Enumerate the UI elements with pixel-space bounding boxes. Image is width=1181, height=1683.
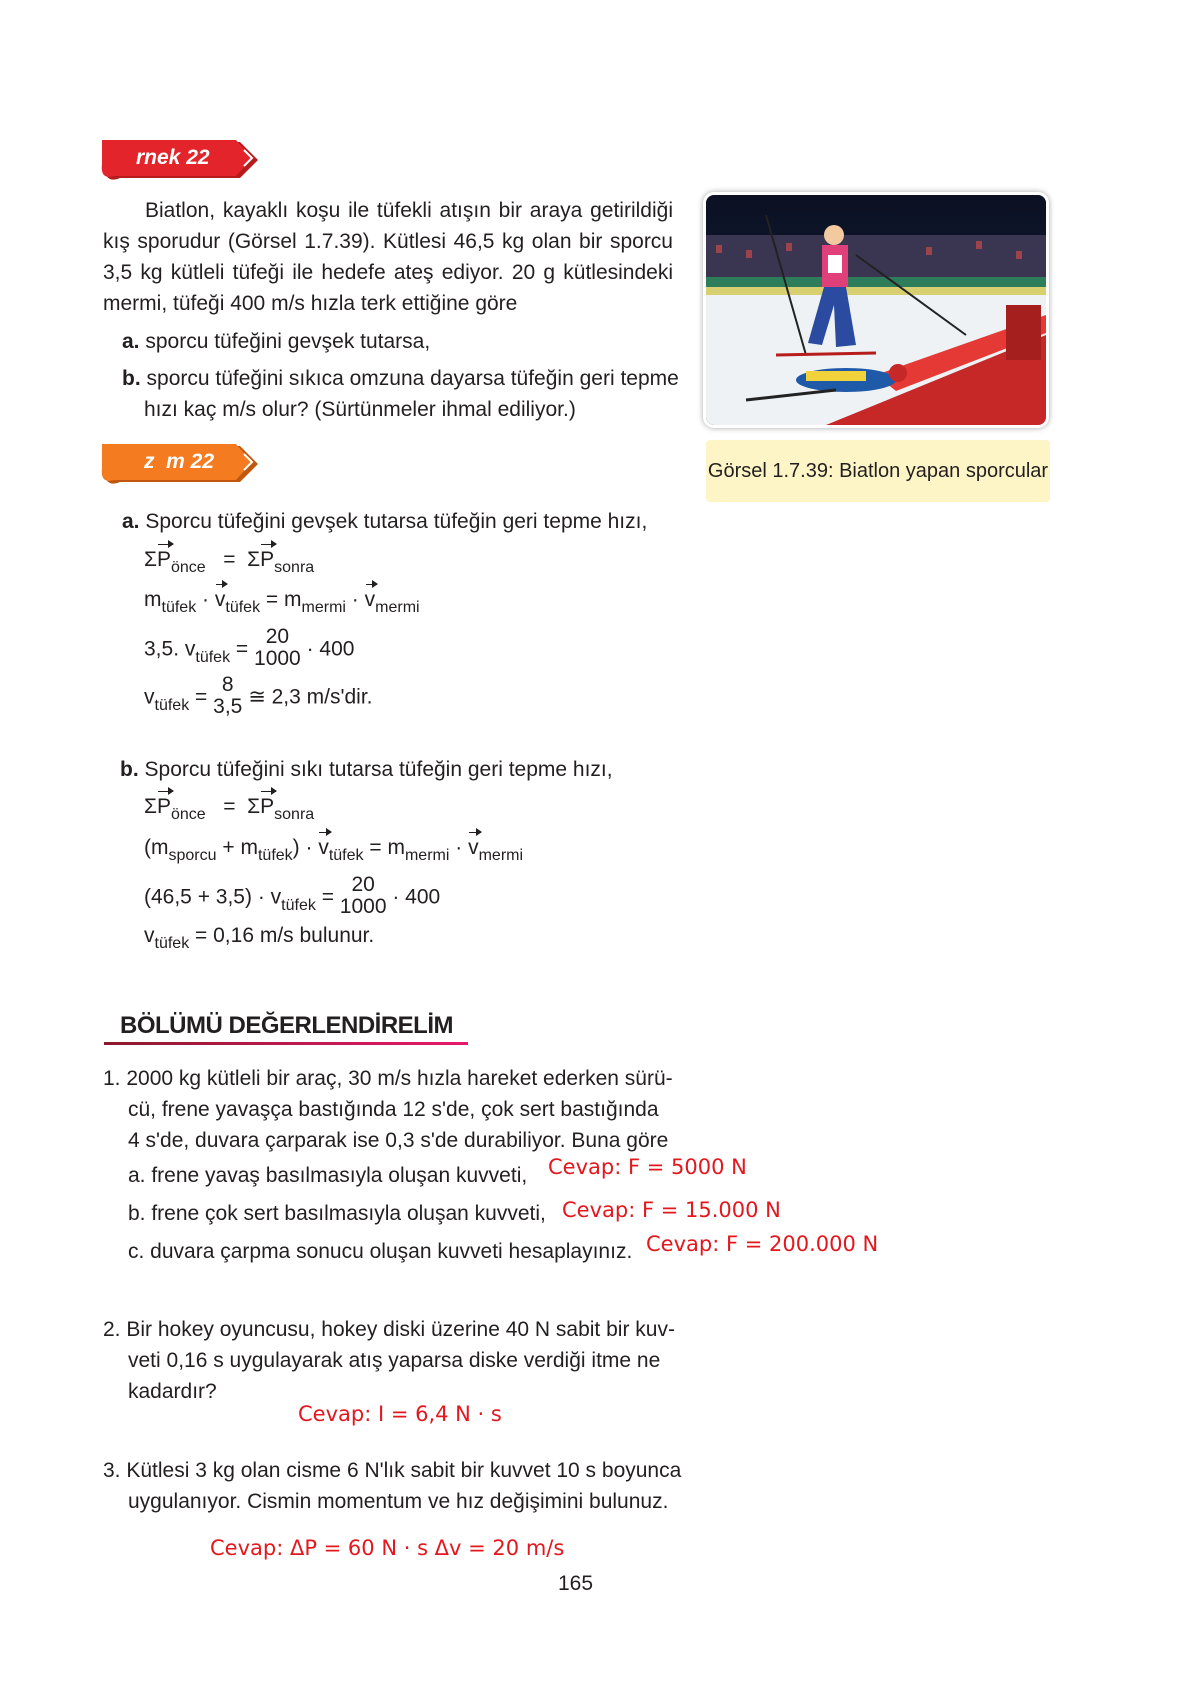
- answer-1a: Cevap: F = 5000 N: [548, 1155, 747, 1179]
- figure-caption: Görsel 1.7.39: Biatlon yapan sporcular: [706, 440, 1050, 502]
- formula-a-3: 3,5. $v_{tüfek}$ = 20 1000 · 400: [144, 625, 355, 670]
- question-2: 2. Bir hokey oyuncusu, hokey diski üzerine 40 N sabit bir kuv- veti 0,16 s uygulayarak atış yaparsa diske verdiği itme ne kadardır?: [103, 1318, 675, 1403]
- formula-b-1: $\Sigma P_{önce}$ = $\Sigma P_{sonra}$: [144, 795, 315, 823]
- question-1a: a. frene yavaş basılmasıyla oluşan kuvveti,: [128, 1164, 528, 1187]
- example-item-a: a. sporcu tüfeğini gevşek tutarsa,: [122, 330, 431, 353]
- answer-2: Cevap: I = 6,4 N · s: [298, 1402, 502, 1426]
- formula-b-2: $(m_{sporcu} + m_{tüfek}) \cdot v_{tüfek} = m_{mermi} \cdot v_{mermi}$: [144, 836, 524, 864]
- question-3: 3. Kütlesi 3 kg olan cisme 6 N'lık sabit bir kuvvet 10 s boyunca uygulanıyor. Cismin momentum ve hız değişimini bulunuz.: [103, 1459, 682, 1513]
- page-number: 165: [558, 1572, 594, 1595]
- section-title: BÖLÜMÜ DEĞERLENDİRELİM: [120, 1012, 453, 1039]
- section-underline: [104, 1042, 468, 1045]
- example-label: rnek 22: [136, 146, 210, 169]
- biathlon-photo: [706, 195, 1046, 425]
- answer-3: Cevap: ΔP = 60 N · s Δv = 20 m/s: [210, 1536, 565, 1560]
- solution-label: z m 22: [144, 450, 215, 473]
- solution-item-a: a. Sporcu tüfeğini gevşek tutarsa tüfeğin geri tepme hızı,: [122, 510, 648, 533]
- formula-b-3: $(46,5 + 3,5) \cdot v_{tüfek}$ = 20 1000 · 400: [144, 873, 441, 918]
- formula-a-1: $\Sigma P_{önce}$ = $\Sigma P_{sonra}$: [144, 548, 315, 576]
- answer-1c: Cevap: F = 200.000 N: [646, 1232, 879, 1256]
- solution-ribbon: [100, 442, 262, 490]
- question-1c: c. duvara çarpma sonucu oluşan kuvveti hesaplayınız.: [128, 1240, 633, 1263]
- example-text: Biatlon, kayaklı koşu ile tüfekli atışın bir araya getirildiği kış sporudur (Görsel 1.7.39). Kütlesi 46,5 kg olan bir sporcu 3,5 kg kütleli tüfeği ile hedefe ateş ediyor. 20 g kütlesindeki mermi, tüfeği 400 m/s hızla terk ettiğine göre: [103, 199, 673, 315]
- formula-a-2: $m_{tüfek} \cdot v_{tüfek} = m_{mermi} \cdot v_{mermi}$: [144, 588, 420, 616]
- solution-item-b: b. Sporcu tüfeğini sıkı tutarsa tüfeğin geri tepme hızı,: [120, 758, 613, 781]
- formula-a-4: $v_{tüfek}$ = 8 3,5 ≅ 2,3 m/s'dir.: [144, 673, 373, 718]
- answer-1b: Cevap: F = 15.000 N: [562, 1198, 781, 1222]
- example-ribbon: [100, 138, 262, 186]
- question-1: 1. 2000 kg kütleli bir araç, 30 m/s hızla hareket ederken sürü- cü, frene yavaşça bastığında 12 s'de, çok sert bastığında 4 s'de, duvara çarparak ise 0,3 s'de durabiliyor. Buna göre: [103, 1067, 673, 1152]
- question-1b: b. frene çok sert basılmasıyla oluşan kuvveti,: [128, 1202, 546, 1225]
- formula-b-4: $v_{tüfek} = 0,16$ m/s bulunur.: [144, 924, 375, 952]
- example-item-b: b. sporcu tüfeğini sıkıca omzuna dayarsa tüfeğin geri tepme hızı kaç m/s olur? (Sürtünmeler ihmal ediliyor.): [122, 367, 679, 421]
